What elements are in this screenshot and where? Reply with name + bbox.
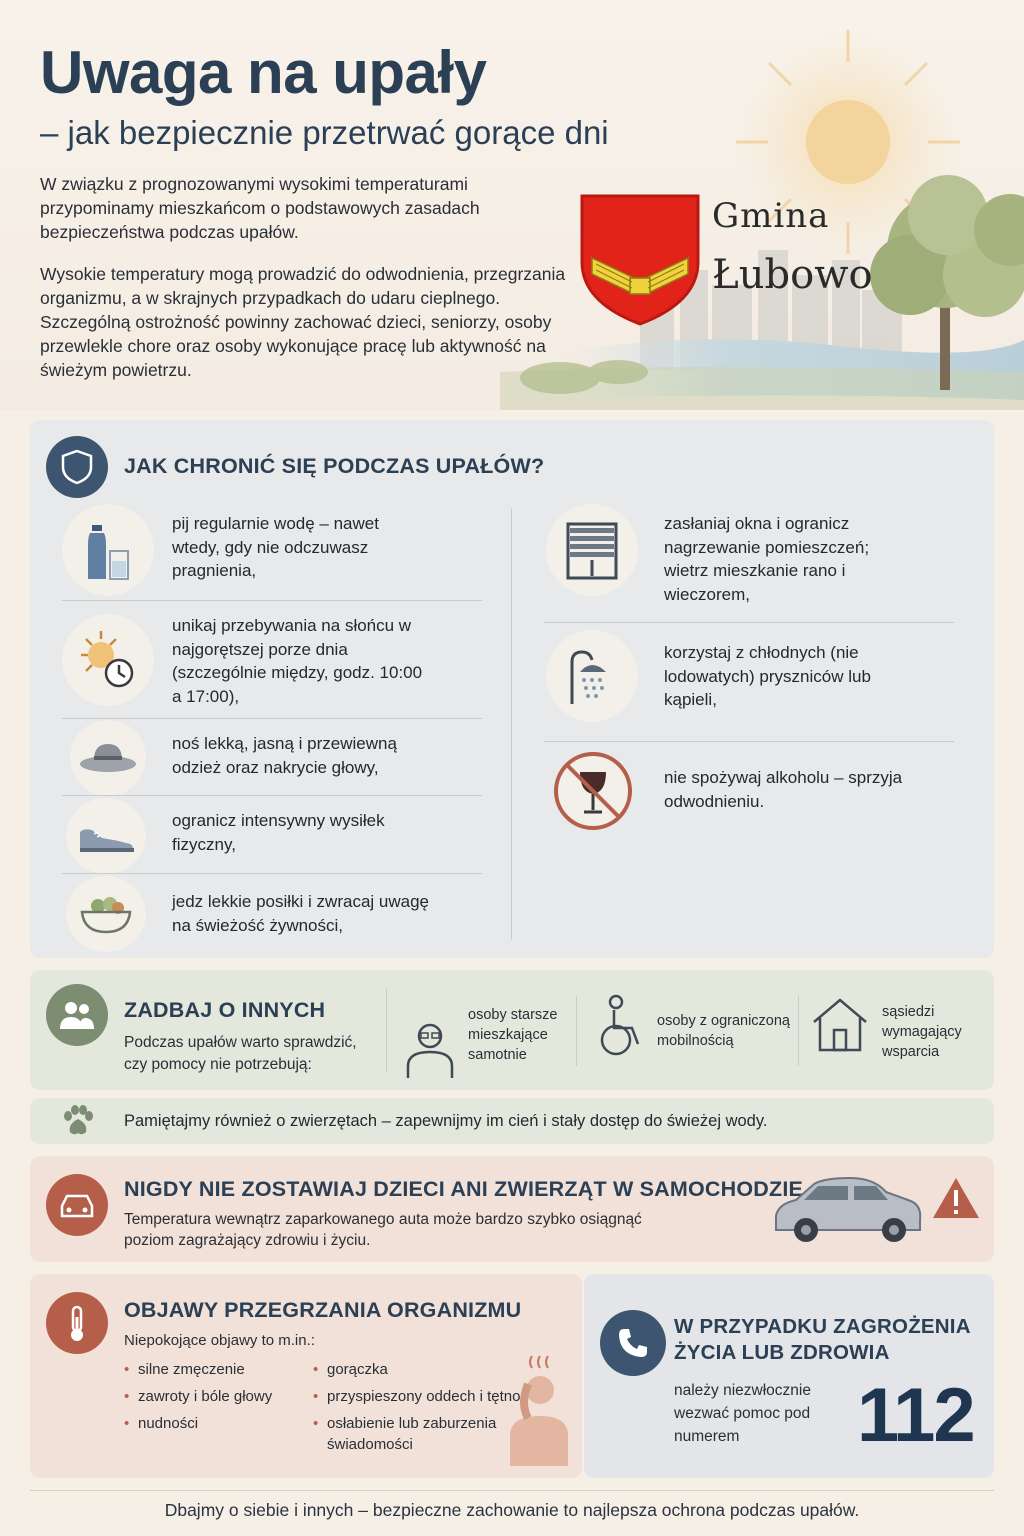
divider [576,996,577,1066]
shield-icon [46,436,108,498]
symptom-item: • przyspieszony oddech i tętno [313,1383,527,1410]
divider [62,718,482,719]
tip-avoid-sun: unikaj przebywania na słońcu w najgorętszej porze dnia (szczególnie między, godz. 10:00 a 17:00), [172,616,423,706]
symptom-item: • zawroty i bóle głowy [124,1383,304,1410]
symptom-item: • silne zmęczenie [124,1356,304,1383]
divider [798,996,799,1066]
group-elderly-label: osoby starsze mieszkające samotnie [468,1007,558,1063]
logo-text-lubowo: Łubowo [712,252,873,298]
tip-limit-effort: ogranicz intensywny wysiłek fizyczny, [172,811,385,854]
paw-icon [60,1104,96,1143]
tip-cool-shower: korzystaj z chłodnych (nie lodowatych) pryszniców lub kąpieli, [664,643,871,709]
warning-icon [930,1174,982,1227]
divider [62,795,482,796]
divider [544,741,954,742]
elderly-person-icon [402,1020,458,1085]
house-icon [810,994,870,1059]
symptom-item: • osłabienie lub zaburzenia świadomości [313,1410,527,1455]
divider [386,988,387,1072]
shower-icon [546,630,638,722]
hero-section [0,0,1024,410]
coat-of-arms-logo [578,192,702,328]
emergency-heading-2: ŻYCIA LUB ZDROWIA [674,1341,890,1364]
column-divider [511,508,512,940]
emergency-text: należy niezwłocznie wezwać pomoc pod numerem [674,1382,811,1445]
footer-divider [30,1490,994,1491]
tip-no-alcohol: nie spożywaj alkoholu – sprzyja odwodnieniu. [664,768,903,811]
symptom-item: • gorączka [313,1356,527,1383]
hat-icon [70,720,146,796]
symptoms-heading: OBJAWY PRZEGRZANIA ORGANIZMU [124,1298,522,1322]
page-title: Uwaga na upały [40,39,487,106]
emergency-number: 112 [857,1373,974,1458]
window-blind-icon [546,504,638,596]
logo-text-gmina: Gmina [712,196,830,236]
tip-light-clothing: noś lekką, jasną i przewiewną odzież oraz nakrycie głowy, [172,734,397,777]
wheelchair-icon [592,994,650,1063]
emergency-heading-1: W PRZYPADKU ZAGROŻENIA [674,1315,971,1338]
shoe-icon [66,798,146,874]
group-mobility-label: osoby z ograniczoną mobilnością [657,1013,790,1049]
protection-heading: JAK CHRONIĆ SIĘ PODCZAS UPAŁÓW? [124,454,545,478]
car-heading: NIGDY NIE ZOSTAWIAJ DZIECI ANI ZWIERZĄT W SAMOCHODZIE [124,1177,804,1201]
page-subtitle: – jak bezpiecznie przetrwać gorące dni [40,114,609,151]
sun [806,100,890,184]
no-alcohol-icon [552,750,634,837]
footer-text: Dbajmy o siebie i innych – bezpieczne zachowanie to najlepsza ochrona podczas upałów. [164,1500,860,1520]
water-bottle-icon [62,504,154,596]
pets-text: Pamiętajmy również o zwierzętach – zapewnijmy im cień i stały dostęp do świeżej wody. [124,1112,768,1130]
symptoms-list-2 [313,1356,527,1455]
salad-bowl-icon [66,876,146,952]
thermometer-icon [46,1292,108,1354]
symptoms-list-1 [124,1356,304,1437]
tip-cover-windows: zasłaniaj okna i ogranicz nagrzewanie pomieszczeń; wietrz mieszkanie rano i wieczorem, [664,514,870,604]
intro-paragraph-1: W związku z prognozowanymi wysokimi temperaturami przypominamy mieszkańcom o podstawowych zasadach bezpieczeństwa podczas upałów. [40,174,480,242]
divider [62,600,482,601]
car-icon [46,1174,108,1236]
care-text: Podczas upałów warto sprawdzić, czy pomocy nie potrzebują: [124,1034,357,1073]
phone-icon [600,1310,666,1376]
overheated-person-illustration [506,1354,572,1471]
people-icon [46,984,108,1046]
tip-drink-water: pij regularnie wodę – nawet wtedy, gdy nie odczuwasz pragnienia, [172,514,379,580]
divider [62,873,482,874]
symptoms-intro: Niepokojące objawy to m.in.: [124,1332,315,1349]
car-text: Temperatura wewnątrz zaparkowanego auta może bardzo szybko osiągnąć poziom zagrażający zdrowiu i życiu. [124,1211,642,1249]
car-illustration [770,1170,925,1255]
intro-paragraph-2: Wysokie temperatury mogą prowadzić do odwodnienia, przegrzania organizmu, a w skrajnych przypadkach do udaru cieplnego. Szczególną ostrożność powinny zachować dzieci, seniorzy, osoby przewlekle chore oraz osoby wykonujące pracę lub aktywność na świeżym powietrzu. [40,264,566,380]
sun-clock-icon [62,614,154,706]
care-heading: ZADBAJ O INNYCH [124,998,326,1022]
group-neighbors-label: sąsiedzi wymagający wsparcia [882,1004,962,1060]
symptom-item: • nudności [124,1410,304,1437]
tip-light-meals: jedz lekkie posiłki i zwracaj uwagę na świeżość żywności, [172,892,430,935]
divider [544,622,954,623]
